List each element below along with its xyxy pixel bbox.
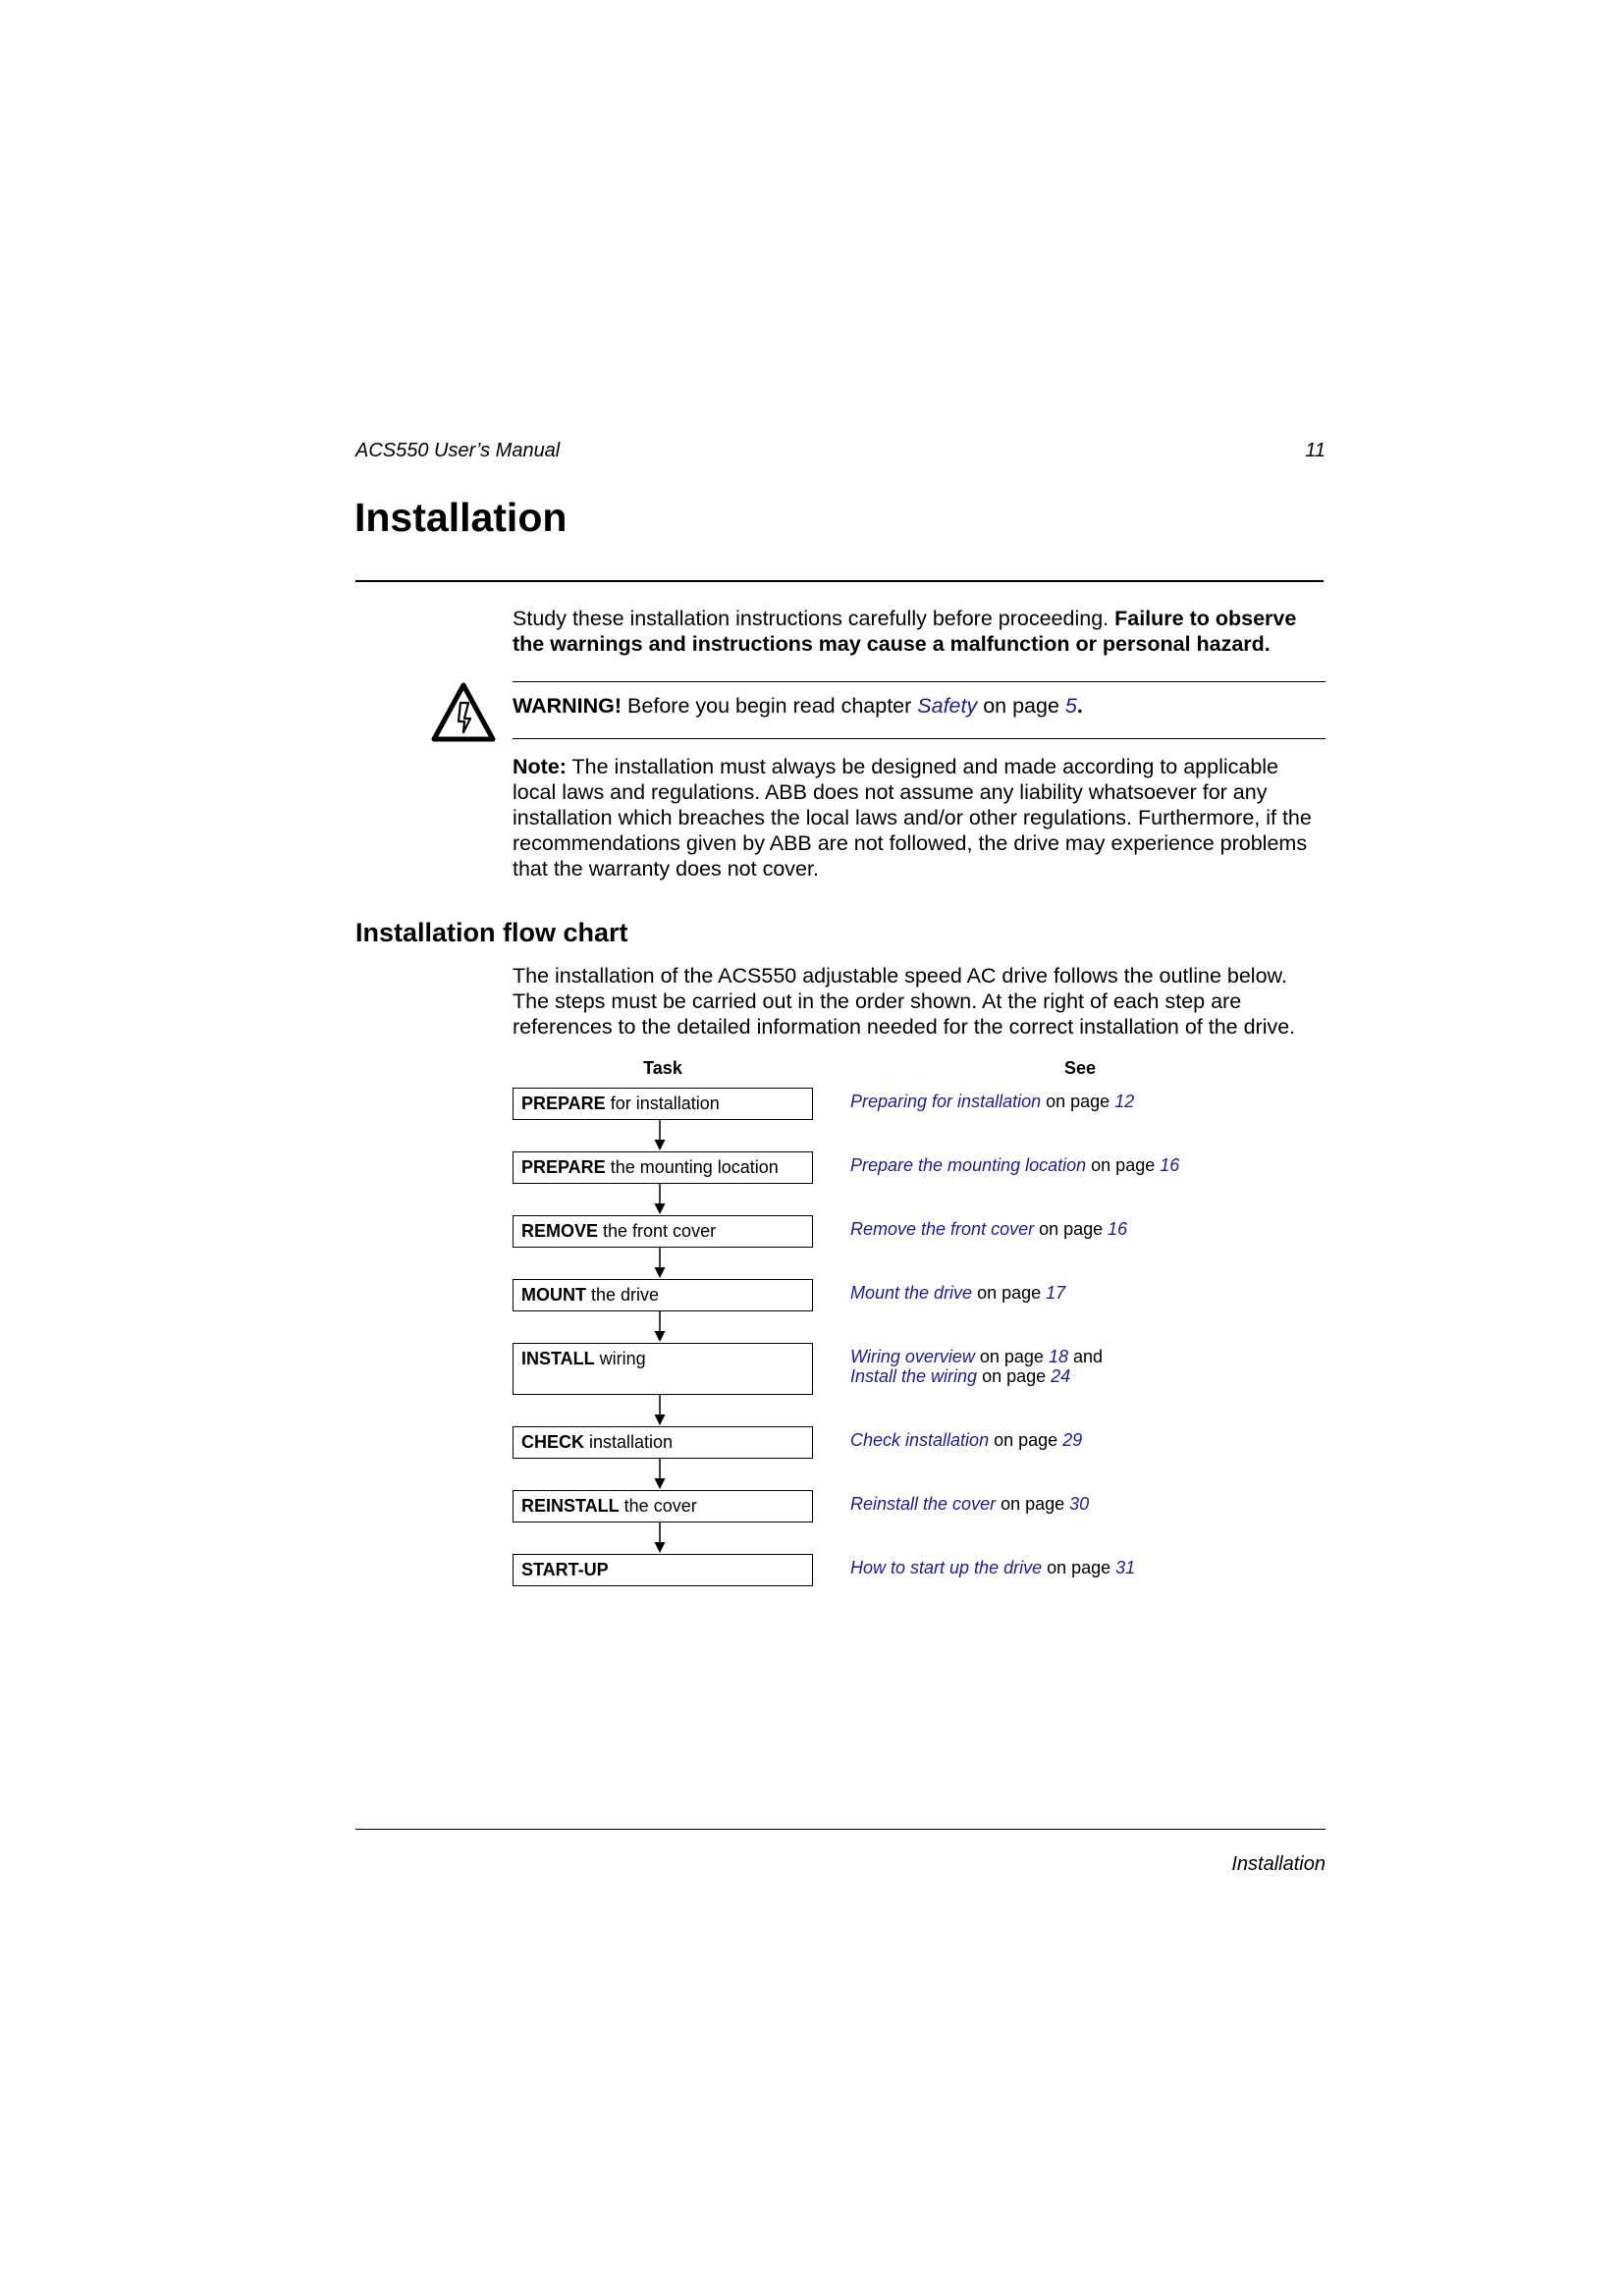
step-reinstall-cover-box — [513, 1490, 813, 1522]
intro-text: Study these installation instructions carefully before proceeding. — [513, 607, 1115, 630]
flow-arrow — [653, 1395, 667, 1426]
step-install-wiring-box — [513, 1343, 813, 1395]
on-page-text: on page — [977, 1366, 1052, 1386]
on-page-text: on page — [1041, 1092, 1115, 1111]
see-column-header: See — [1063, 1058, 1097, 1078]
step-link[interactable]: Prepare the mounting location — [850, 1155, 1087, 1175]
step-link[interactable]: Check installation — [850, 1430, 990, 1450]
step-mount-drive-box — [513, 1279, 813, 1311]
step-page-link-secondary[interactable]: 24 — [1051, 1366, 1071, 1386]
step-text: the mounting location — [605, 1157, 779, 1177]
footer-section-name: Installation — [1231, 1853, 1326, 1875]
step-verb: START-UP — [521, 1560, 609, 1579]
footer-divider — [355, 1829, 1326, 1830]
step-prepare-location-ref — [850, 1155, 1179, 1175]
task-column-header: Task — [643, 1058, 682, 1078]
step-page-link[interactable]: 12 — [1114, 1092, 1135, 1111]
page-number: 11 — [1305, 440, 1326, 461]
step-link[interactable]: Wiring overview — [850, 1347, 975, 1366]
on-page-text: on page — [972, 1283, 1047, 1303]
step-link-secondary[interactable]: Install the wiring — [850, 1366, 978, 1386]
step-page-link[interactable]: 16 — [1160, 1155, 1180, 1175]
step-page-link[interactable]: 29 — [1062, 1430, 1083, 1450]
step-link[interactable]: Preparing for installation — [850, 1092, 1042, 1111]
step-text: the cover — [619, 1496, 697, 1516]
warning-top-divider — [513, 681, 1326, 682]
step-check-installation-ref — [850, 1430, 1082, 1450]
intro-bold-warning: Failure to observe the warnings and instructions may cause a malfunction or personal hazard. — [513, 607, 1297, 656]
step-page-link[interactable]: 16 — [1108, 1219, 1128, 1239]
step-reinstall-cover-ref — [850, 1494, 1089, 1514]
warning-paragraph — [513, 693, 1327, 719]
flow-arrow — [653, 1248, 667, 1279]
note-text: The installation must always be designed and made according to applicable local laws and regulations. ABB does not assume any liability whatsoever for any installation which breaches the local laws and/or other regulations. Furthermore, if the recommendations given by ABB are not followed, the drive may experience problems that the warranty does not cover. — [513, 755, 1312, 881]
step-prepare-installation-box — [513, 1088, 813, 1120]
step-install-wiring-ref — [850, 1347, 1103, 1386]
flow-arrow — [653, 1184, 667, 1215]
page-title: Installation — [354, 495, 568, 540]
on-page-text: on page — [989, 1430, 1063, 1450]
warning-label: WARNING! — [513, 694, 623, 718]
running-header-title: ACS550 User’s Manual — [355, 440, 561, 461]
warning-on-page: on page — [977, 694, 1065, 718]
note-label: Note: — [513, 755, 567, 778]
on-page-text: on page — [996, 1494, 1070, 1514]
warning-bottom-divider — [513, 738, 1326, 739]
step-remove-cover-ref — [850, 1219, 1127, 1239]
title-divider — [355, 580, 1324, 582]
step-verb: CHECK — [521, 1432, 585, 1452]
warning-period: . — [1076, 694, 1083, 718]
safety-page-link[interactable]: 5 — [1064, 694, 1077, 718]
step-text: the front cover — [598, 1221, 717, 1241]
note-paragraph — [513, 754, 1327, 881]
step-verb: PREPARE — [521, 1157, 606, 1177]
electrical-hazard-warning-icon — [430, 681, 497, 744]
on-page-text: on page — [1042, 1558, 1116, 1577]
step-mount-drive-ref — [850, 1283, 1065, 1303]
section-heading: Installation flow chart — [355, 918, 628, 947]
step-text: installation — [584, 1432, 674, 1452]
step-remove-cover-box — [513, 1215, 813, 1248]
flow-arrow — [653, 1522, 667, 1554]
step-link[interactable]: Remove the front cover — [850, 1219, 1035, 1239]
step-page-link[interactable]: 18 — [1048, 1347, 1068, 1366]
flow-arrow — [653, 1120, 667, 1151]
step-link[interactable]: How to start up the drive — [850, 1558, 1043, 1577]
step-verb: MOUNT — [521, 1285, 586, 1305]
step-prepare-installation-ref — [850, 1092, 1134, 1111]
safety-link[interactable]: Safety — [917, 694, 978, 718]
on-page-text: on page — [1034, 1219, 1109, 1239]
step-text: the drive — [586, 1285, 660, 1305]
step-link[interactable]: Mount the drive — [850, 1283, 973, 1303]
step-check-installation-box — [513, 1426, 813, 1459]
step-start-up-box — [513, 1554, 813, 1586]
step-page-link[interactable]: 31 — [1115, 1558, 1136, 1577]
step-verb: REINSTALL — [521, 1496, 620, 1516]
on-page-text: on page — [1086, 1155, 1161, 1175]
flow-intro-paragraph: The installation of the ACS550 adjustable speed AC drive follows the outline below. The steps must be carried out in the order shown. At the right of each step are references to the detailed information needed for the correct installation of the drive. — [513, 964, 1296, 1039]
step-page-link[interactable]: 17 — [1046, 1283, 1066, 1303]
step-verb: INSTALL — [521, 1349, 595, 1368]
step-start-up-ref — [850, 1558, 1135, 1577]
flow-arrow — [653, 1459, 667, 1490]
step-text: for installation — [605, 1094, 720, 1113]
step-prepare-location-box — [513, 1151, 813, 1184]
step-verb: REMOVE — [521, 1221, 599, 1241]
and-text: and — [1067, 1347, 1104, 1366]
step-link[interactable]: Reinstall the cover — [850, 1494, 997, 1514]
step-text: wiring — [594, 1349, 646, 1368]
step-page-link[interactable]: 30 — [1069, 1494, 1090, 1514]
flow-arrow — [653, 1311, 667, 1343]
step-verb: PREPARE — [521, 1094, 606, 1113]
on-page-text: on page — [974, 1347, 1049, 1366]
warning-text: Before you begin read chapter — [622, 694, 918, 718]
intro-paragraph — [513, 606, 1327, 657]
